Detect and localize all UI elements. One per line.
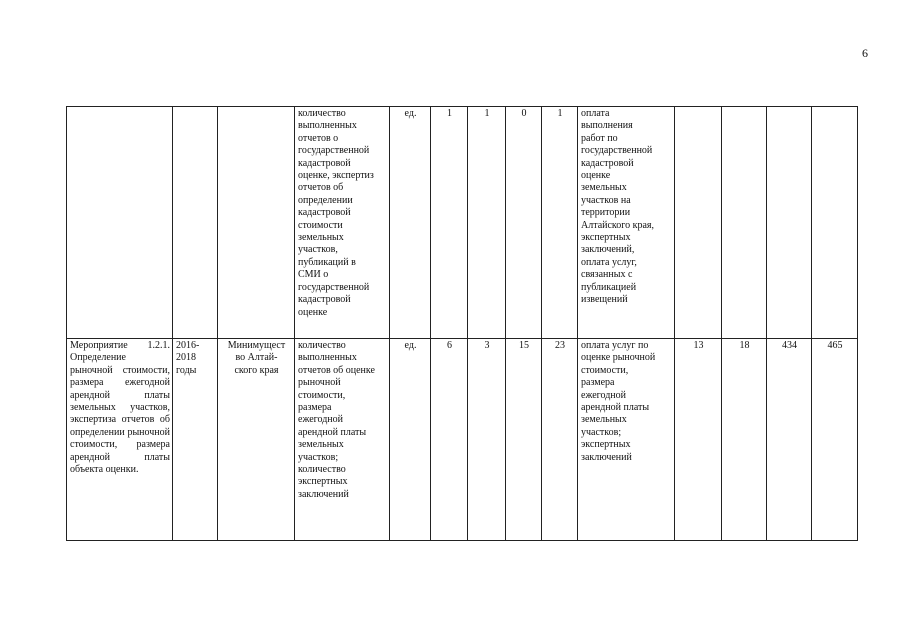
period-cell xyxy=(173,107,218,339)
finance-cell-4: 465 xyxy=(812,339,858,541)
finance-cell-2 xyxy=(722,107,767,339)
finance-cell-2: 18 xyxy=(722,339,767,541)
indicator-cell: количество выполненных отчетов о государственной кадастровой оценке, экспертиз отчетов об определении кадастровой стоимости земельных участков, публикаций в СМИ о государственной кадастровой оценке xyxy=(295,107,390,339)
value-cell-1: 6 xyxy=(431,339,468,541)
value-cell-3: 0 xyxy=(506,107,542,339)
activity-cell: Мероприятие 1.2.1. Определение рыночной стоимости, размера ежегодной арендной платы земельных участков, экспертиза отчетов об определении рыночной стоимости, размера арендной платы объекта оценки. xyxy=(67,339,173,541)
expense-cell: оплата услуг по оценке рыночной стоимости, размера ежегодной арендной платы земельных участков; экспертных заключений xyxy=(578,339,675,541)
value-cell-2: 1 xyxy=(468,107,506,339)
finance-cell-3 xyxy=(767,107,812,339)
period-cell: 2016- 2018 годы xyxy=(173,339,218,541)
executor-cell xyxy=(218,107,295,339)
activity-cell xyxy=(67,107,173,339)
executor-cell: Минимущест во Алтай- ского края xyxy=(218,339,295,541)
table-row xyxy=(67,107,858,339)
unit-cell: ед. xyxy=(390,107,431,339)
value-cell-1: 1 xyxy=(431,107,468,339)
finance-cell-1 xyxy=(675,107,722,339)
value-cell-4: 1 xyxy=(542,107,578,339)
unit-cell: ед. xyxy=(390,339,431,541)
value-cell-2: 3 xyxy=(468,339,506,541)
indicator-cell: количество выполненных отчетов об оценке рыночной стоимости, размера ежегодной арендной платы земельных участков; количество экспертных заключений xyxy=(295,339,390,541)
page-number: 6 xyxy=(862,46,868,60)
finance-cell-3: 434 xyxy=(767,339,812,541)
finance-cell-4 xyxy=(812,107,858,339)
value-cell-4: 23 xyxy=(542,339,578,541)
program-table xyxy=(66,106,858,541)
table-row xyxy=(67,339,858,541)
expense-cell: оплата выполнения работ по государственной кадастровой оценке земельных участков на территории Алтайского края, экспертных заключений, оплата услуг, связанных с публикацией извещений xyxy=(578,107,675,339)
value-cell-3: 15 xyxy=(506,339,542,541)
finance-cell-1: 13 xyxy=(675,339,722,541)
